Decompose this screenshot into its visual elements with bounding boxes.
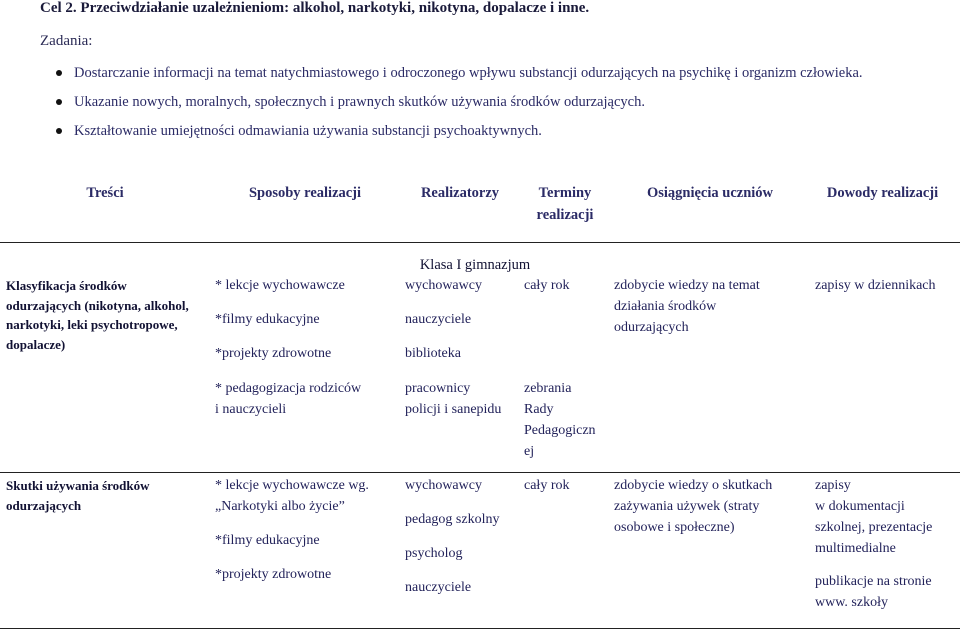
- row1-osiagniecia: zdobycie wiedzy na temat działania środków odurzających: [614, 278, 760, 335]
- row1-sposoby: * lekcje wychowawcze *filmy edukacyjne *projekty zdrowotne: [215, 278, 345, 361]
- header-osiagniecia: Osiągnięcia uczniów: [646, 185, 774, 201]
- plan-table: [0, 182, 960, 630]
- bullet-icon: [56, 70, 62, 76]
- row1b-terminy: zebrania Rady Pedagogiczn ej: [524, 381, 596, 459]
- row1-tresci: Klasyfikacja środków odurzających (nikotyna, alkohol, narkotyki, leki psychotropowe, dopalacze): [6, 278, 189, 352]
- row1-dowody: zapisy w dziennikach: [815, 278, 936, 293]
- header-sposoby: Sposoby realizacji: [248, 185, 362, 201]
- bullet-icon: [56, 99, 62, 105]
- row1b-sposoby: * pedagogizacja rodziców i nauczycieli: [215, 381, 362, 417]
- row2-osiagniecia: zdobycie wiedzy o skutkach zażywania używek (straty osobowe i społeczne): [614, 478, 773, 535]
- tasks-list: [52, 62, 863, 149]
- row1-realizatorzy: wychowawcy nauczyciele biblioteka: [405, 278, 482, 361]
- row-divider: [0, 472, 960, 473]
- row2-sposoby: * lekcje wychowawcze wg. „Narkotyki albo życie” *filmy edukacyjne *projekty zdrowotne: [215, 478, 369, 582]
- header-terminy: Terminy realizacji: [536, 185, 594, 223]
- table-bottom-border: [0, 628, 960, 629]
- row2-terminy: cały rok: [524, 478, 570, 493]
- header-tresci: Treści: [86, 185, 124, 201]
- task-item: Ukazanie nowych, moralnych, społecznych i prawnych skutków używania środków odurzających.: [52, 91, 863, 120]
- row1b-realizatorzy: pracownicy policji i sanepidu: [405, 381, 502, 417]
- header-divider: [0, 242, 960, 243]
- tasks-label: Zadania:: [40, 33, 93, 49]
- row2-tresci: Skutki używania środków odurzających: [6, 478, 150, 513]
- class-label: Klasa I gimnazjum: [419, 257, 531, 273]
- page-heading: Cel 2. Przeciwdziałanie uzależnieniom: alkohol, narkotyki, nikotyna, dopalacze i inne.: [40, 0, 590, 16]
- task-item: Kształtowanie umiejętności odmawiania używania substancji psychoaktywnych.: [52, 120, 863, 149]
- task-item: Dostarczanie informacji na temat natychmiastowego i odroczonego wpływu substancji odurzających na psychikę i organizm człowieka.: [52, 62, 863, 91]
- header-realizatorzy: Realizatorzy: [420, 185, 500, 201]
- row1-terminy: cały rok: [524, 278, 570, 293]
- bullet-icon: [56, 128, 62, 134]
- row2-realizatorzy: wychowawcy pedagog szkolny psycholog nauczyciele: [405, 478, 500, 595]
- row2-dowody: zapisy w dokumentacji szkolnej, prezentacje multimedialne publikacje na stronie www. szkoły: [815, 478, 933, 610]
- header-dowody: Dowody realizacji: [826, 185, 939, 201]
